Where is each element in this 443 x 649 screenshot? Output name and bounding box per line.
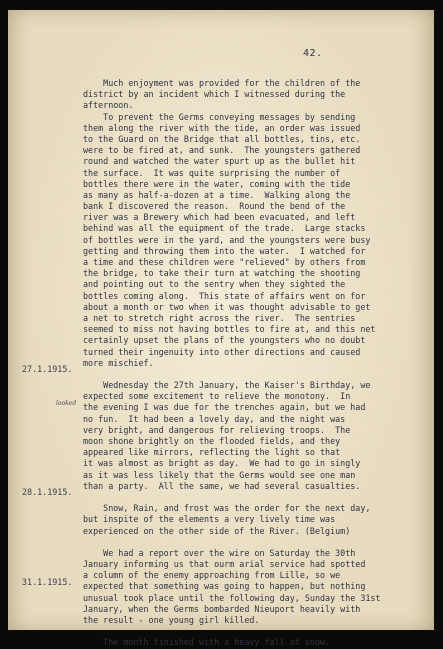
page-number: 42. bbox=[303, 48, 323, 59]
text-line: a time and these children were "relieved" by others from bbox=[83, 257, 366, 267]
paragraph-kaisers-birthday bbox=[83, 380, 433, 492]
text-line: district by an incident which I witnessed during the bbox=[83, 89, 346, 100]
text-line: the result - one young girl killed. bbox=[83, 615, 260, 625]
handwritten-margin-note: looked bbox=[56, 400, 77, 407]
text-line: the surface. It was quite surprising the number of bbox=[83, 167, 341, 178]
text-line: Wednesday the 27th January, the Kaiser's Birthday, we bbox=[83, 380, 371, 391]
text-line: river was a Brewery which had been evacuated, and left bbox=[83, 212, 356, 223]
typed-text-body bbox=[83, 78, 433, 649]
text-line: were to be fired at, and sunk. The youngsters gathered bbox=[83, 145, 361, 156]
text-line: experienced on the other side of the River. (Belgium) bbox=[83, 525, 351, 536]
paragraph-wire-report bbox=[83, 548, 433, 626]
text-line: The month finished with a heavy fall of snow. bbox=[83, 637, 331, 648]
text-line: of bottles were in the yard, and the youngsters were busy bbox=[83, 234, 371, 245]
paragraph-gap bbox=[83, 369, 433, 380]
text-line: We had a report over the wire on Saturday the 30th bbox=[83, 547, 356, 558]
text-line: them along the river with the tide, an order was issued bbox=[83, 122, 361, 133]
text-line: moon shone brightly on the flooded fields, and they bbox=[83, 436, 341, 446]
text-line: To prevent the Germs conveying messages by sending bbox=[83, 111, 356, 122]
paragraph-gap bbox=[83, 537, 433, 548]
paragraph-month-end bbox=[83, 637, 433, 648]
text-line: unusual took place until the following day, Sunday the 31st bbox=[83, 592, 381, 603]
text-line: appeared like mirrors, reflecting the light so that bbox=[83, 447, 341, 458]
text-line: expected that something was going to happen, but nothing bbox=[83, 581, 366, 592]
text-line: the bridge, to take their turn at watching the shooting bbox=[83, 268, 361, 279]
text-line: than a party. All the same, we had several casualties. bbox=[83, 480, 361, 491]
text-line: Snow, Rain, and frost was the order for the next day, bbox=[83, 503, 371, 514]
text-line: but inspite of the elements a very lively time was bbox=[83, 514, 336, 525]
text-line: turned their ingenuity into other directions and caused bbox=[83, 346, 361, 357]
margin-date-27-jan: 27.1.1915. bbox=[22, 364, 73, 374]
text-line: as it was less likely that the Germs would see one man bbox=[83, 469, 356, 480]
text-line: bank I discovered the reason. Round the bend of the bbox=[83, 201, 346, 212]
text-line: seemed to miss not having bottles to fire at, and this net bbox=[83, 324, 376, 335]
paragraph-bottles bbox=[83, 78, 433, 369]
paragraph-gap bbox=[83, 492, 433, 503]
text-line: afternoon. bbox=[83, 100, 134, 111]
document-page bbox=[8, 10, 434, 648]
text-line: January, when the Germs bombarded Nieuport heavily with bbox=[83, 603, 361, 614]
text-line: as many as half-a-dozen at a time. Walking along the bbox=[83, 189, 351, 200]
text-line: bottles there were in the water, coming with the tide bbox=[83, 178, 351, 189]
text-line: to the Guard on the Bridge that all bottles, tins, etc. bbox=[83, 133, 361, 144]
text-line: a column of the enemy approaching from Lille, so we bbox=[83, 570, 341, 581]
text-line: bottles coming along. This state of affairs went on for bbox=[83, 290, 366, 301]
text-line: it was almost as bright as day. We had to go in singly bbox=[83, 458, 361, 469]
paragraph-gap bbox=[83, 626, 433, 637]
text-line: a net to stretch right across the river. The sentries bbox=[83, 312, 356, 323]
text-line: January informing us that ourm arial service had spotted bbox=[83, 559, 366, 570]
text-line: getting and throwing them into the water. I watched for bbox=[83, 245, 366, 256]
text-line: and pointing out to the sentry when they sighted the bbox=[83, 279, 346, 290]
text-line: no fun. It had been a lovely day, and the night was bbox=[83, 413, 346, 424]
paragraph-snow-rain bbox=[83, 503, 433, 537]
text-line: round and watched the water spurt up as the bullet hit bbox=[83, 156, 356, 167]
text-line: the evening I was due for the trenches again, but we had bbox=[83, 402, 366, 413]
text-line: about a month or two when it was thought advisable to get bbox=[83, 301, 371, 312]
text-line: behind was all the equipment of the trade. Large stacks bbox=[83, 223, 366, 234]
text-line: Much enjoyment was provided for the children of the bbox=[83, 78, 361, 88]
text-line: more mischief. bbox=[83, 357, 154, 368]
margin-date-28-jan: 28.1.1915. bbox=[22, 487, 73, 497]
margin-date-31-jan: 31.1.1915. bbox=[22, 577, 73, 587]
text-line: expected some excitement to relieve the monotony. In bbox=[83, 391, 351, 402]
text-line: certainly upset the plans of the youngsters who no doubt bbox=[83, 335, 366, 346]
text-line: very bright, and dangerous for relieving troops. The bbox=[83, 424, 351, 435]
